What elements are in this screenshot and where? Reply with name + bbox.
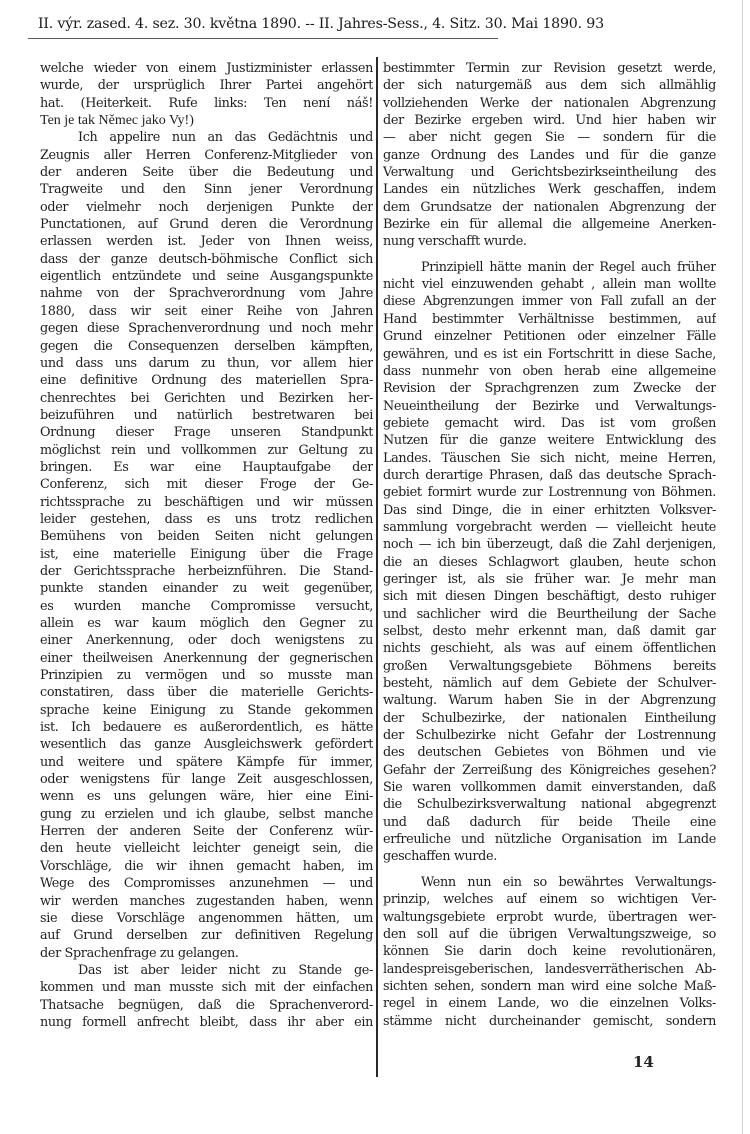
text-line: und weitere und spätere Kämpfe für immer,: [40, 754, 373, 770]
text-line: Sie waren vollkommen damit einverstanden, daß: [383, 780, 716, 796]
text-line: möglichst rein und vollkommen zur Geltung zu: [40, 442, 373, 458]
text-line: beizuführen und natürlich bestretwaren bei: [40, 407, 373, 423]
page-edge: [742, 0, 743, 1134]
text-line: waltungsgebiete erprobt wurde, übertragen wer-: [383, 909, 716, 925]
text-line: durch derartige Phrasen, daß das deutsche Sprach-: [383, 467, 716, 483]
text-line: nung verschafft wurde.: [383, 234, 527, 250]
text-line: nichts geschieht, als was auf einem öffentlichen: [383, 641, 716, 657]
text-line: Ich appelire nun an das Gedächtnis und: [78, 130, 373, 146]
text-line: stämme nicht durcheinander gemischt, sondern: [383, 1013, 716, 1029]
text-line: Landes. Täuschen Sie sich nicht, meine Herren,: [383, 450, 716, 466]
text-line: diese Abgrenzungen immer von Fall zufall an der: [383, 294, 716, 310]
text-line: Wenn nun ein so bewährtes Verwaltungs-: [421, 874, 716, 890]
text-line: es wurden manche Compromisse versucht,: [40, 598, 373, 614]
text-line: punkte standen einander zu weit gegenüber,: [40, 581, 373, 597]
text-line: den soll auf die übrigen Verwaltungszweige, so: [383, 926, 716, 942]
text-line: Punctationen, auf Grund deren die Verordnung: [40, 217, 373, 233]
text-line: Verwaltung und Gerichtsbezirkseintheilung des: [383, 165, 716, 181]
text-line: Bezirke ein für allemal die allgemeine Anerken-: [383, 217, 716, 233]
text-line: Hand bestimmter Verhältnisse bestimmen, auf: [383, 311, 716, 327]
text-line: gewähren, und es ist ein Fortschritt in diese Sache,: [383, 346, 716, 362]
text-line: auf Grund derselben zur definitiven Regelung: [40, 928, 373, 944]
text-line: der Schulbezirke nicht Gefahr der Lostrennung: [383, 728, 716, 744]
text-line: der Gerichtssprache herbeiznführen. Die Stand-: [40, 563, 373, 579]
text-line: bestimmter Termin zur Revision gesetzt werde,: [383, 61, 716, 76]
text-line: Das sind Dinge, die in einer erhitzten Volksver-: [383, 502, 716, 518]
text-line: dass der ganze deutsch-böhmische Conflict sich: [40, 251, 373, 267]
running-head: II. výr. zased. 4. sez. 30. května 1890. -- II. Jahres-Sess., 4. Sitz. 30. Mai 1890. 93: [38, 16, 604, 32]
text-line: und daß dadurch für beide Theile eine: [383, 814, 716, 830]
text-line: Gefahr der Zerreißung des Königreiches gesehen?: [383, 762, 716, 778]
text-line: nicht viel einzuwenden gehabt , allein man wollte: [383, 277, 716, 293]
text-line: Thatsache begnügen, daß die Sprachenverord-: [40, 997, 373, 1013]
text-line: vollziehenden Werke der nationalen Abgrenzung: [383, 95, 716, 111]
text-line: erfreuliche und nützliche Organisation im Lande: [383, 832, 716, 848]
text-line: sie diese Vorschläge angenommen hätten, um: [40, 910, 373, 926]
text-line: sprache keine Einigung zu Stande gekommen: [40, 702, 373, 718]
text-line: sichten sehen, sondern man wird eine solche Maß-: [383, 978, 716, 994]
text-line: hat. (Heiterkeit. Rufe links: Ten není náš!: [40, 95, 373, 111]
text-line: der sich naturgemäß aus dem sich allmählig: [383, 78, 716, 94]
sheet-number: 14: [633, 1053, 654, 1071]
text-line: ganze Ordnung des Landes und für die ganze: [383, 147, 716, 163]
text-line: oder vielmehr noch derjenigen Punkte der: [40, 199, 373, 215]
text-line: dass nunmehr von oben herab eine allgemeine: [383, 363, 716, 379]
text-line: allein es war kaum möglich den Gegner zu: [40, 616, 373, 631]
text-line: Landes ein nützliches Werk geschaffen, indem: [383, 182, 716, 198]
text-line: erlassen werden ist. Jeder von Ihnen weiss,: [40, 234, 373, 250]
text-line: gegen diese Sprachenverordnung und noch mehr: [40, 321, 373, 337]
text-line: nung formell anfrecht bleibt, dass ihr aber ein: [40, 1014, 373, 1030]
text-line: 1880, dass wir seit einer Reihe von Jahren: [40, 303, 373, 319]
text-line: der anderen Seite über die Bedeutung und: [40, 165, 373, 181]
text-line: Nutzen für die ganze weitere Entwicklung des: [383, 433, 716, 449]
text-line: landespreisgeberischen, landesverrätherischen Ab-: [383, 961, 716, 977]
text-line: dem Grundsatze der nationalen Abgrenzung der: [383, 199, 716, 215]
text-line: Prinzipien zu vermögen und so musste man: [40, 668, 373, 684]
text-line: können Sie darin doch keine revolutionären,: [383, 944, 716, 960]
text-line: ist. Ich bedauere es außerordentlich, es hätte: [40, 720, 373, 736]
text-line: eine definitive Ordnung des materiellen Spra-: [40, 373, 373, 389]
header-rule: [28, 38, 498, 39]
text-line: der Schulbezirke, der nationalen Eintheilung: [383, 710, 716, 726]
text-line: des deutschen Gebietes von Böhmen und vie: [383, 745, 716, 761]
text-line: Wege des Compromisses anzunehmen — und: [40, 876, 373, 892]
text-line: den heute vielleicht leichter geneigt sein, die: [40, 841, 373, 857]
text-line: welche wieder von einem Justizminister erlassen: [40, 61, 373, 76]
text-line: sammlung vorgebracht werden — vielleicht heute: [383, 519, 716, 535]
text-line: Ten je tak Němec jako Vy!): [40, 113, 194, 129]
text-line: selbst, desto mehr erkennt man, daß damit gar: [383, 624, 716, 639]
text-line: bringen. Es war eine Hauptaufgabe der: [40, 459, 373, 475]
right-column: [383, 60, 716, 1030]
text-line: Grund einzelner Petitionen oder einzelner Fälle: [383, 329, 716, 345]
text-line: kommen und man musste sich mit der einfachen: [40, 980, 373, 996]
text-line: wesentlich das ganze Ausgleichswerk gefördert: [40, 737, 373, 753]
text-line: einer Anerkennung, oder doch wenigstens zu: [40, 633, 373, 649]
left-column: [40, 60, 373, 1031]
text-line: großen Verwaltungsgebiete Böhmens bereits: [383, 658, 716, 674]
text-line: leider gestehen, dass es uns trotz redlichen: [40, 511, 373, 527]
text-line: besteht, nämlich auf dem Gebiete der Schulver-: [383, 676, 716, 692]
text-line: constatiren, dass über die materielle Gerichts-: [40, 685, 373, 701]
text-line: eigentlich entzündete und seine Ausgangspunkte: [40, 269, 373, 285]
text-line: Herren der anderen Seite der Conferenz wür-: [40, 824, 373, 840]
text-line: richtssprache zu beschäftigen und wir müssen: [40, 494, 373, 510]
text-line: der Bezirke ergeben wird. Und hier haben wir: [383, 113, 716, 129]
text-line: regel in einem Lande, wo die einzelnen Volks-: [383, 996, 716, 1012]
text-line: Prinzipiell hätte manin der Regel auch früher: [421, 259, 716, 275]
text-line: wurde, der ursprüglich Ihrer Partei angehört: [40, 78, 373, 94]
text-line: Vorschläge, die wir ihnen gemacht haben, im: [40, 858, 373, 874]
text-line: Ordnung dieser Frage unseren Standpunkt: [40, 425, 373, 441]
text-line: und sachlicher wird die Beurtheilung der Sache: [383, 606, 716, 622]
text-line: prinzip, welches auf einem so wichtigen Ver-: [383, 892, 716, 908]
text-line: Bemühens von beiden Seiten nicht gelungen: [40, 529, 373, 545]
text-line: chenrechtes bei Gerichten und Bezirken her-: [40, 390, 373, 406]
text-line: wir werden manches zugestanden haben, wenn: [40, 893, 373, 909]
text-line: Revision der Sprachgrenzen zum Zwecke der: [383, 381, 716, 397]
text-line: nahme von der Sprachverordnung vom Jahre: [40, 286, 373, 302]
text-line: wenn es uns gelungen wäre, hier eine Eini-: [40, 789, 373, 805]
column-divider: [376, 57, 378, 1077]
text-line: sich mit diesen Dingen beschäftigt, desto ruhiger: [383, 589, 716, 605]
text-line: geringer ist, als sie früher war. Je mehr man: [383, 571, 716, 587]
text-line: gegen die Consequenzen derselben kämpften,: [40, 338, 373, 354]
text-line: gebiete gemacht wird. Das ist vom großen: [383, 415, 716, 431]
text-line: die Schulbezirksverwaltung national abgegrenzt: [383, 797, 716, 813]
text-line: Zeugnis aller Herren Conferenz-Mitglieder von: [40, 147, 373, 163]
text-line: geschaffen wurde.: [383, 849, 497, 865]
text-line: gebiet formirt wurde zur Lostrennung von Böhmen.: [383, 485, 716, 501]
text-line: Neueintheilung der Bezirke und Verwaltungs-: [383, 398, 716, 414]
text-line: einer theilweisen Anerkennung der gegnerischen: [40, 650, 373, 666]
text-line: — aber nicht gegen Sie — sondern für die: [383, 130, 716, 146]
text-line: ist, eine materielle Einigung über die Frage: [40, 546, 373, 562]
text-line: waltung. Warum haben Sie in der Abgrenzung: [383, 693, 716, 709]
text-line: der Sprachenfrage zu gelangen.: [40, 945, 239, 961]
text-line: Das ist aber leider nicht zu Stande ge-: [78, 962, 373, 978]
text-line: und dass uns darum zu thun, vor allem hier: [40, 355, 373, 371]
text-line: die an dieses Schlagwort glauben, heute schon: [383, 554, 716, 570]
text-line: Tragweite und den Sinn jener Verordnung: [40, 182, 373, 198]
text-line: oder wenigstens für lange Zeit ausgeschlossen,: [40, 772, 373, 788]
text-line: noch — ich bin überzeugt, daß die Zahl derjenigen,: [383, 537, 716, 553]
text-line: Conferenz, sich mit dieser Froge der Ge-: [40, 477, 373, 493]
text-line: gung zu erzielen und ich glaube, selbst manche: [40, 806, 373, 822]
